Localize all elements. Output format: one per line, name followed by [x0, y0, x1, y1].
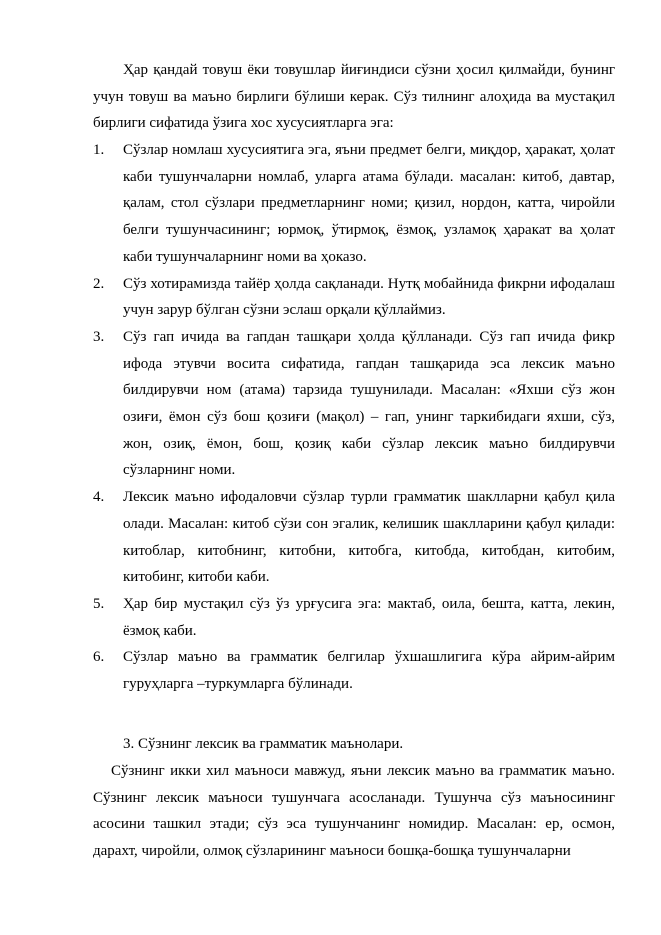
list-number: 3.: [93, 328, 105, 345]
list-item: [93, 271, 615, 324]
list-item: [93, 137, 615, 271]
list-item: [93, 484, 615, 591]
body-paragraph: Сўзнинг икки хил маъноси мавжуд, яъни лексик маъно ва грамматик маъно. Сўзнинг лексик маъноси тушунчага асосланади. Тушунча сўз маъносининг асосини ташкил этади; сўз эса тушунчанинг номидир. Масалан: ер, осмон, дарахт, чиройли, олмоқ сўзларининг маъноси бошқа-бошқа тушунчаларни: [93, 763, 615, 860]
list-number: 5.: [93, 595, 105, 612]
list-item-text: Лексик маъно ифодаловчи сўзлар турли грамматик шаклларни қабул қила олади. Масалан: китоб сўзи сон эгалик, келишик шаклларини қабул қилади: китоблар, китобнинг, китобни, китобга, китобда, китобдан, китобим, китобинг, китоби каби.: [123, 489, 615, 586]
list-number: 1.: [93, 142, 105, 158]
list-item-text: Ҳар бир мустақил сўз ўз урғусига эга: мактаб, оила, бешта, катта, лекин, ёзмоқ каби.: [123, 595, 615, 639]
properties-list: [93, 137, 615, 698]
list-item-text: Сўз хотирамизда тайёр ҳолда сақланади. Нутқ мобайнида фикрни ифодалаш учун зарур бўлган сўзни эслаш орқали қўллаймиз.: [123, 275, 615, 319]
list-item: [93, 324, 615, 484]
list-item: [93, 644, 615, 697]
list-number: 2.: [93, 275, 105, 292]
intro-paragraph: Ҳар қандай товуш ёки товушлар йиғиндиси сўзни ҳосил қилмайди, бунинг учун товуш ва маъно бирлиги бўлиши керак. Сўз тилнинг алоҳида ва мустақил бирлиги сифатида ўзига хос хусусиятларга эга:: [93, 62, 615, 132]
list-number: 6.: [93, 649, 105, 666]
list-number: 4.: [93, 489, 105, 506]
list-item-text: Сўзлар маъно ва грамматик белгилар ўхшашлигига кўра айрим-айрим гуруҳларга –туркумларга бўлинади.: [123, 649, 615, 693]
section-heading: 3. Сўзнинг лексик ва грамматик маънолари.: [123, 736, 404, 752]
list-item-text: Сўз гап ичида ва гапдан ташқари ҳолда қўлланади. Сўз гап ичида фикр ифода этувчи восита сифатида, гапдан ташқарида эса лексик маъно билдирувчи ном (атама) тарзида тушунилади. Масалан: «Яхши сўз жон озиғи, ёмон сўз бош қозиғи (мақол) – гап, унинг таркибидаги яхши, сўз, жон, озиқ, ёмон, бош, қозиқ каби сўзлар лексик маъно билдирувчи сўзларнинг номи.: [123, 328, 615, 479]
list-item: [93, 591, 615, 644]
list-item-text: Сўзлар номлаш хусусиятига эга, яъни предмет белги, миқдор, ҳаракат, ҳолат каби тушунчаларни номлаб, уларга атама бўлади. масалан: китоб, давтар, қалам, стол сўзлари предметларнинг номи; қизил, нордон, катта, чиройли белги тушунчасининг; юрмоқ, ўтирмоқ, ёзмоқ, узламоқ ҳаракат ва ҳолат каби тушунчаларнинг номи ва ҳоказо.: [123, 142, 615, 265]
